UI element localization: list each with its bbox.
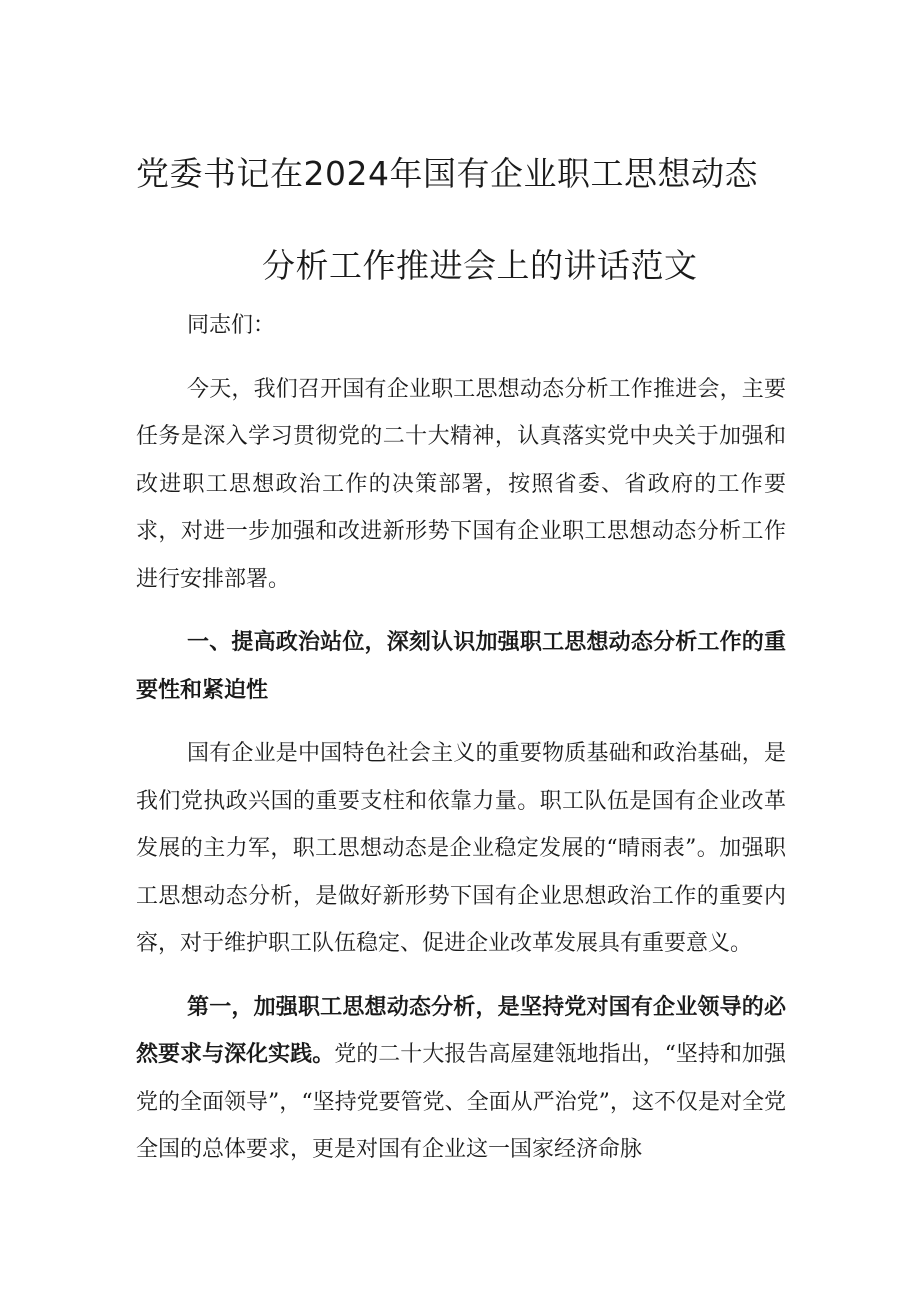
document-title-line-2: 分析工作推进会上的讲话范文 xyxy=(262,246,698,285)
section-1-paragraph: 国有企业是中国特色社会主义的重要物质基础和政治基础，是我们党执政兴国的重要支柱和依靠力量。职工队伍是国有企业改革发展的主力军，职工思想动态是企业稳定发展的“晴雨表”。加强职工思想动态分析，是做好新形势下国有企业思想政治工作的重要内容，对于维护职工队伍稳定、促进企业改革发展具有重要意义。 xyxy=(136,741,786,956)
document-body xyxy=(136,302,786,1190)
point-1-paragraph xyxy=(136,984,786,1174)
point-1-text: 党的二十大报告高屋建瓴地指出，“坚持和加强党的全面领导”，“坚持党要管党、全面从严治党”，这不仅是对全党全国的总体要求，更是对国有企业这一国家经济命脉 xyxy=(136,1042,786,1162)
section-1-heading: 一、提高政治站位，深刻认识加强职工思想动态分析工作的重要性和紧迫性 xyxy=(136,629,786,703)
intro-paragraph: 今天，我们召开国有企业职工思想动态分析工作推进会，主要任务是深入学习贯彻党的二十大精神，认真落实党中央关于加强和改进职工思想政治工作的决策部署，按照省委、省政府的工作要求，对进一步加强和改进新形势下国有企业职工思想动态分析工作进行安排部署。 xyxy=(136,376,786,592)
salutation: 同志们： xyxy=(187,313,276,338)
point-1-lead: 第一，加强职工思想动态分析，是坚持党对国有企业领导的必然要求与深化实践。 xyxy=(136,993,786,1067)
document-title-line-1: 党委书记在2024年国有企业职工思想动态 xyxy=(136,154,758,193)
